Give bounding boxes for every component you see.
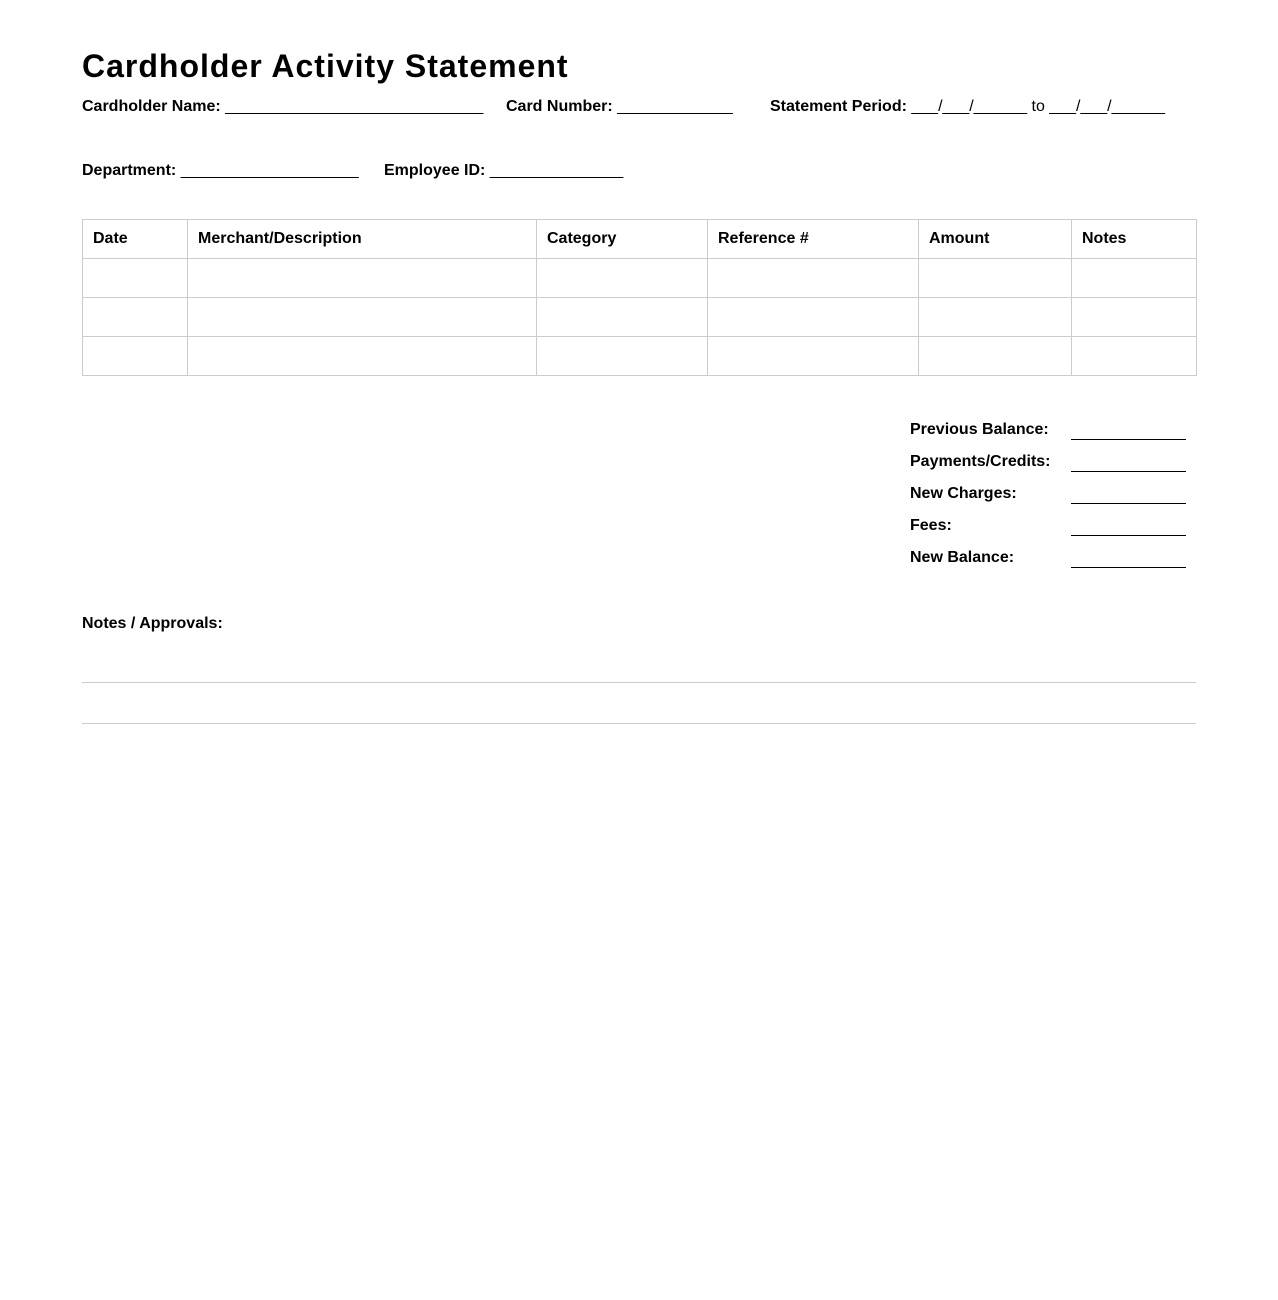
cell-category[interactable] [537,337,708,376]
column-header-reference: Reference # [708,220,919,259]
activity-table [82,219,1197,376]
cell-category[interactable] [537,259,708,298]
cardholder-name-field[interactable] [82,98,483,116]
cell-notes[interactable] [1072,298,1197,337]
cell-reference[interactable] [708,337,919,376]
payments-credits-blank[interactable] [1071,471,1186,472]
previous-balance-label: Previous Balance: [910,421,1049,438]
payments-credits-label: Payments/Credits: [910,453,1051,470]
employee-id-field[interactable] [384,162,623,180]
card-number-label: Card Number: [506,98,613,115]
table-row [83,337,1197,376]
summary-row-fees [910,517,1200,549]
cell-date[interactable] [83,259,188,298]
column-header-amount: Amount [919,220,1072,259]
cell-merchant-description[interactable] [188,298,537,337]
department-blank[interactable]: ____________________ [180,162,359,179]
employee-id-label: Employee ID: [384,162,486,179]
cell-merchant-description[interactable] [188,259,537,298]
summary-row-new-charges [910,485,1200,517]
column-header-notes: Notes [1072,220,1197,259]
cell-amount[interactable] [919,259,1072,298]
summary-row-payments-credits [910,453,1200,485]
summary-row-previous-balance [910,421,1200,453]
cell-date[interactable] [83,337,188,376]
notes-line[interactable] [82,723,1196,724]
column-header-merchant-description: Merchant/Description [188,220,537,259]
fees-blank[interactable] [1071,535,1186,536]
cell-reference[interactable] [708,298,919,337]
statement-period-from-blank[interactable]: ___/___/______ [911,98,1028,115]
table-row [83,298,1197,337]
cell-reference[interactable] [708,259,919,298]
new-balance-label: New Balance: [910,549,1015,566]
summary-row-new-balance [910,549,1200,581]
cell-merchant-description[interactable] [188,337,537,376]
department-label: Department: [82,162,177,179]
new-balance-blank[interactable] [1071,567,1186,568]
employee-id-blank[interactable]: _______________ [489,162,624,179]
column-header-date: Date [83,220,188,259]
new-charges-blank[interactable] [1071,503,1186,504]
cell-date[interactable] [83,298,188,337]
table-header-row [83,220,1197,259]
table-row [83,259,1197,298]
department-field[interactable] [82,162,359,180]
column-header-category: Category [537,220,708,259]
notes-line[interactable] [82,682,1196,683]
cardholder-name-label: Cardholder Name: [82,98,221,115]
cardholder-name-blank[interactable]: _____________________________ [225,98,484,115]
balance-summary [910,421,1200,581]
cell-amount[interactable] [919,298,1072,337]
page-title: Cardholder Activity Statement [82,48,569,84]
cell-notes[interactable] [1072,337,1197,376]
card-number-blank[interactable]: _____________ [617,98,733,115]
cell-amount[interactable] [919,337,1072,376]
cell-notes[interactable] [1072,259,1197,298]
statement-period-field[interactable] [770,98,1165,116]
cell-category[interactable] [537,298,708,337]
notes-approvals-label: Notes / Approvals: [82,615,223,632]
statement-period-to-word: to [1031,98,1045,115]
new-charges-label: New Charges: [910,485,1017,502]
statement-period-to-blank[interactable]: ___/___/______ [1049,98,1165,115]
card-number-field[interactable] [506,98,733,116]
statement-period-label: Statement Period: [770,98,907,115]
previous-balance-blank[interactable] [1071,439,1186,440]
fees-label: Fees: [910,517,952,534]
